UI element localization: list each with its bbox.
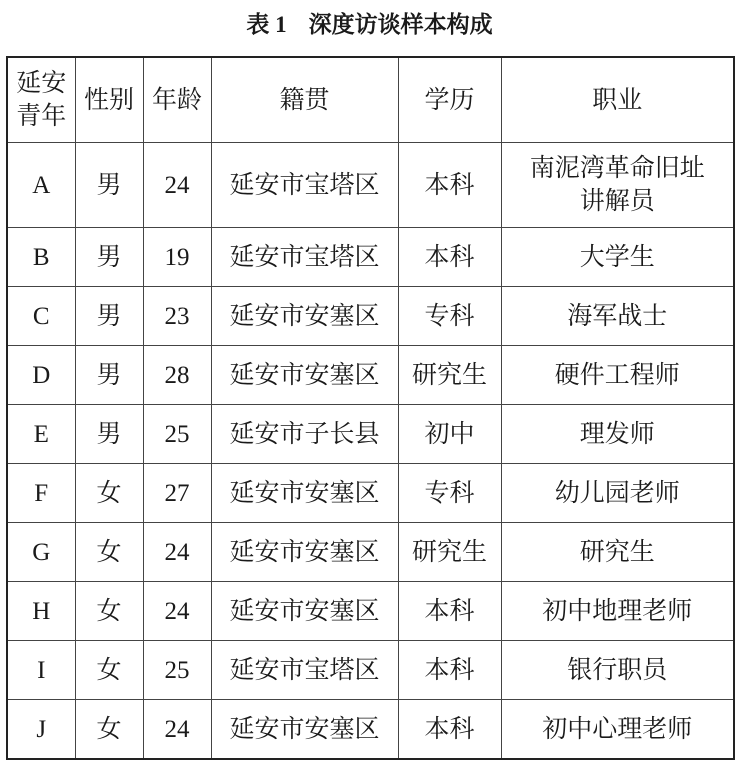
cell-occupation bbox=[501, 464, 734, 523]
cell-education: 研究生 bbox=[398, 523, 501, 582]
table-number: 表 1 bbox=[246, 12, 287, 37]
cell-origin: 延安市安塞区 bbox=[211, 287, 398, 346]
cell-age: 23 bbox=[143, 287, 211, 346]
table-row bbox=[7, 582, 734, 641]
cell-gender: 男 bbox=[75, 143, 143, 228]
cell-gender: 女 bbox=[75, 523, 143, 582]
header-gender bbox=[75, 57, 143, 143]
cell-education: 专科 bbox=[398, 287, 501, 346]
cell-education: 专科 bbox=[398, 464, 501, 523]
header-youth-id bbox=[7, 57, 75, 143]
header-occupation bbox=[501, 57, 734, 143]
cell-age: 25 bbox=[143, 641, 211, 700]
header-line: 籍贯 bbox=[279, 86, 330, 114]
cell-origin: 延安市安塞区 bbox=[211, 464, 398, 523]
occupation-line: 硬件工程师 bbox=[554, 361, 680, 389]
cell-education: 研究生 bbox=[398, 346, 501, 405]
cell-gender: 男 bbox=[75, 228, 143, 287]
cell-age: 19 bbox=[143, 228, 211, 287]
cell-age: 24 bbox=[143, 143, 211, 228]
cell-origin: 延安市宝塔区 bbox=[211, 143, 398, 228]
header-line: 学历 bbox=[424, 86, 475, 114]
cell-age: 24 bbox=[143, 582, 211, 641]
cell-occupation bbox=[501, 346, 734, 405]
occupation-line: 讲解员 bbox=[579, 188, 655, 215]
cell-age: 24 bbox=[143, 700, 211, 760]
table-row bbox=[7, 405, 734, 464]
cell-age: 25 bbox=[143, 405, 211, 464]
cell-occupation bbox=[501, 523, 734, 582]
cell-education: 本科 bbox=[398, 228, 501, 287]
cell-youth-id: H bbox=[7, 582, 75, 641]
cell-occupation bbox=[501, 287, 734, 346]
cell-youth-id: I bbox=[7, 641, 75, 700]
occupation-line: 大学生 bbox=[579, 243, 655, 271]
cell-age: 24 bbox=[143, 523, 211, 582]
cell-education: 本科 bbox=[398, 641, 501, 700]
cell-origin: 延安市安塞区 bbox=[211, 700, 398, 760]
header-education bbox=[398, 57, 501, 143]
header-origin bbox=[211, 57, 398, 143]
cell-gender: 女 bbox=[75, 700, 143, 760]
interview-sample-table bbox=[6, 56, 735, 760]
occupation-line: 初中心理老师 bbox=[542, 715, 693, 743]
cell-occupation bbox=[501, 582, 734, 641]
cell-youth-id: G bbox=[7, 523, 75, 582]
cell-age: 27 bbox=[143, 464, 211, 523]
cell-education: 初中 bbox=[398, 405, 501, 464]
cell-gender: 男 bbox=[75, 346, 143, 405]
cell-origin: 延安市安塞区 bbox=[211, 523, 398, 582]
header-line: 职业 bbox=[592, 86, 643, 114]
cell-education: 本科 bbox=[398, 143, 501, 228]
table-title: 深度访谈样本构成 bbox=[308, 12, 493, 37]
cell-youth-id: E bbox=[7, 405, 75, 464]
header-age bbox=[143, 57, 211, 143]
cell-origin: 延安市安塞区 bbox=[211, 346, 398, 405]
cell-youth-id: F bbox=[7, 464, 75, 523]
table-row bbox=[7, 228, 734, 287]
cell-occupation bbox=[501, 143, 734, 228]
cell-gender: 男 bbox=[75, 405, 143, 464]
cell-youth-id: B bbox=[7, 228, 75, 287]
occupation-line: 南泥湾革命旧址 bbox=[529, 155, 705, 182]
cell-youth-id: C bbox=[7, 287, 75, 346]
cell-occupation bbox=[501, 405, 734, 464]
table-row bbox=[7, 287, 734, 346]
cell-occupation bbox=[501, 228, 734, 287]
cell-occupation bbox=[501, 641, 734, 700]
occupation-line: 理发师 bbox=[579, 420, 655, 448]
header-line: 青年 bbox=[16, 103, 67, 130]
occupation-line: 银行职员 bbox=[567, 656, 668, 684]
table-header-row bbox=[7, 57, 734, 143]
occupation-line: 研究生 bbox=[579, 538, 655, 566]
cell-occupation bbox=[501, 700, 734, 760]
cell-education: 本科 bbox=[398, 582, 501, 641]
table-body bbox=[7, 143, 734, 760]
header-line: 年龄 bbox=[151, 86, 202, 114]
cell-gender: 女 bbox=[75, 641, 143, 700]
table-row bbox=[7, 523, 734, 582]
header-line: 延安 bbox=[16, 70, 67, 97]
cell-education: 本科 bbox=[398, 700, 501, 760]
table-row bbox=[7, 464, 734, 523]
occupation-line: 海军战士 bbox=[567, 302, 668, 330]
cell-origin: 延安市子长县 bbox=[211, 405, 398, 464]
table-row bbox=[7, 346, 734, 405]
table-row bbox=[7, 700, 734, 760]
cell-gender: 女 bbox=[75, 582, 143, 641]
cell-gender: 男 bbox=[75, 287, 143, 346]
cell-age: 28 bbox=[143, 346, 211, 405]
cell-youth-id: D bbox=[7, 346, 75, 405]
cell-origin: 延安市宝塔区 bbox=[211, 641, 398, 700]
cell-youth-id: A bbox=[7, 143, 75, 228]
header-line: 性别 bbox=[83, 86, 134, 114]
table-row bbox=[7, 641, 734, 700]
cell-youth-id: J bbox=[7, 700, 75, 760]
table-row bbox=[7, 143, 734, 228]
cell-gender: 女 bbox=[75, 464, 143, 523]
occupation-line: 初中地理老师 bbox=[542, 597, 693, 625]
cell-origin: 延安市安塞区 bbox=[211, 582, 398, 641]
occupation-line: 幼儿园老师 bbox=[554, 479, 680, 507]
cell-origin: 延安市宝塔区 bbox=[211, 228, 398, 287]
table-caption bbox=[0, 8, 739, 42]
